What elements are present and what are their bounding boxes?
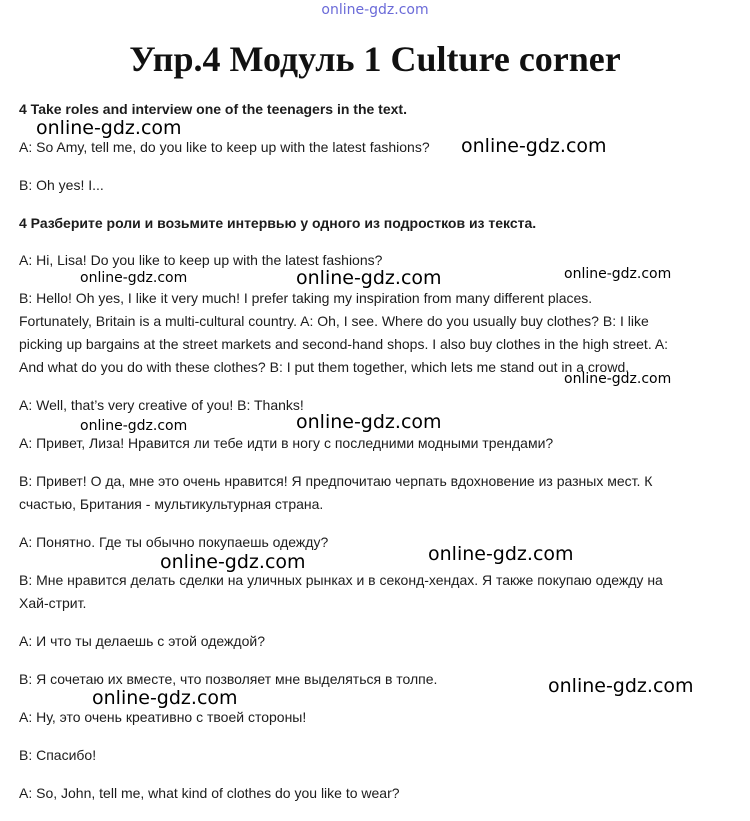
watermark: online-gdz.com	[160, 551, 306, 573]
watermark: online-gdz.com	[564, 371, 672, 387]
dialogue-line: A: So, John, tell me, what kind of clothes do you like to wear?	[19, 785, 400, 801]
watermark: online-gdz.com	[461, 135, 607, 157]
page-title: Упр.4 Модуль 1 Culture corner	[129, 39, 621, 79]
task-heading-ru: 4 Разберите роли и возьмите интервью у одного из подростков из текста.	[19, 215, 537, 231]
dialogue-line: B: Hello! Oh yes, I like it very much! I prefer taking my inspiration from many different places.	[19, 290, 593, 306]
dialogue-line: A: Привет, Лиза! Нравится ли тебе идти в ногу с последними модными трендами?	[19, 435, 554, 451]
watermark: online-gdz.com	[80, 418, 188, 434]
task-heading-en: 4 Take roles and interview one of the teenagers in the text.	[19, 101, 407, 117]
dialogue-line: Fortunately, Britain is a multi-cultural country. A: Oh, I see. Where do you usually buy clothes? B: I like	[19, 313, 649, 329]
watermark: online-gdz.com	[548, 675, 694, 697]
dialogue-line: A: И что ты делаешь с этой одеждой?	[19, 633, 265, 649]
watermark: online-gdz.com	[80, 270, 188, 286]
site-header: online-gdz.com	[321, 2, 429, 18]
dialogue-line: A: Ну, это очень креативно с твоей стороны!	[19, 709, 307, 725]
dialogue-line: счастью, Британия - мультикультурная страна.	[19, 496, 324, 512]
watermark: online-gdz.com	[92, 687, 238, 709]
dialogue-line: And what do you do with these clothes? B: I put them together, which lets me stand out in a crowd.	[19, 359, 630, 375]
dialogue-line: A: Понятно. Где ты обычно покупаешь одежду?	[19, 534, 329, 550]
watermark: online-gdz.com	[564, 266, 672, 282]
dialogue-line: A: So Amy, tell me, do you like to keep up with the latest fashions?	[19, 139, 430, 155]
dialogue-line: A: Hi, Lisa! Do you like to keep up with the latest fashions?	[19, 252, 383, 268]
watermark: online-gdz.com	[36, 117, 182, 139]
dialogue-line: B: Я сочетаю их вместе, что позволяет мне выделяться в толпе.	[19, 671, 438, 687]
dialogue-line: B: Спасибо!	[19, 747, 97, 763]
dialogue-line: picking up bargains at the street markets and second-hand shops. I also buy clothes in the high street. A:	[19, 336, 669, 352]
watermark: online-gdz.com	[428, 543, 574, 565]
dialogue-line: Хай-стрит.	[19, 595, 87, 611]
watermark: online-gdz.com	[296, 267, 442, 289]
dialogue-line: B: Мне нравится делать сделки на уличных рынках и в секонд-хендах. Я также покупаю одежду на	[19, 572, 663, 588]
dialogue-line: B: Oh yes! I...	[19, 177, 104, 193]
watermark: online-gdz.com	[296, 411, 442, 433]
dialogue-line: B: Привет! О да, мне это очень нравится! Я предпочитаю черпать вдохновение из разных мест. К	[19, 473, 653, 489]
dialogue-line: A: Well, that’s very creative of you! B: Thanks!	[19, 397, 304, 413]
